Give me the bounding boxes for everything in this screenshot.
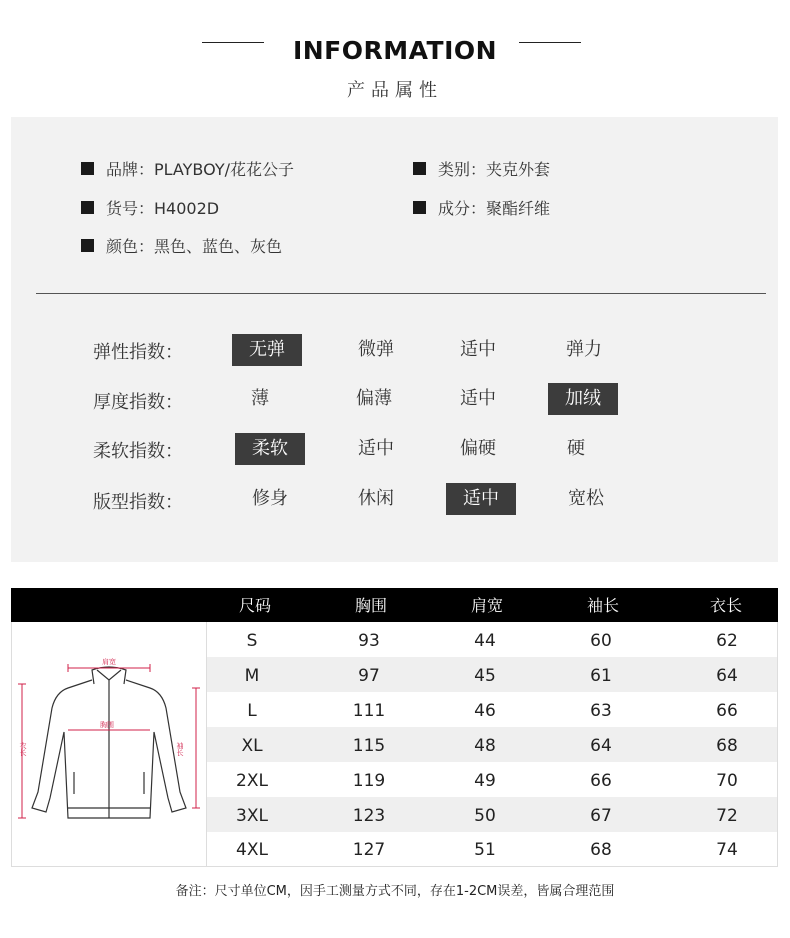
title-right-rule bbox=[519, 42, 581, 43]
table-cell: 115 bbox=[352, 736, 386, 756]
bullet-square-icon bbox=[81, 162, 94, 175]
table-cell: 111 bbox=[352, 701, 386, 721]
bullet-square-icon bbox=[413, 201, 426, 214]
product-info-panel bbox=[11, 117, 778, 562]
header-size: 尺码 bbox=[238, 596, 271, 615]
table-cell: 51 bbox=[474, 840, 496, 860]
attr-category-text: 类别：夹克外套 bbox=[438, 160, 551, 179]
header-chest: 胸围 bbox=[354, 596, 387, 615]
index-option: 弹力 bbox=[566, 339, 602, 360]
index-option-selected: 无弹 bbox=[232, 334, 302, 366]
attr-brand-text: 品牌：PLAYBOY/花花公子 bbox=[106, 160, 294, 179]
table-cell: 64 bbox=[716, 666, 738, 686]
attr-item-no-text: 货号：H4002D bbox=[106, 199, 220, 218]
size-table-body bbox=[11, 622, 778, 867]
page-subtitle: 产品属性 bbox=[347, 80, 443, 101]
table-cell: 66 bbox=[716, 701, 738, 721]
index-option-selected: 适中 bbox=[446, 483, 516, 515]
index-option: 宽松 bbox=[568, 488, 604, 509]
index-option: 休闲 bbox=[358, 488, 394, 509]
table-cell: 64 bbox=[590, 736, 612, 756]
table-cell: 72 bbox=[716, 806, 738, 826]
table-cell: 62 bbox=[716, 631, 738, 651]
attr-brand bbox=[81, 157, 294, 180]
table-cell: 66 bbox=[590, 771, 612, 791]
header-shoulder: 肩宽 bbox=[470, 596, 503, 615]
table-cell: 2XL bbox=[236, 771, 268, 791]
table-cell: 123 bbox=[352, 806, 386, 826]
index-label: 厚度指数： bbox=[93, 392, 183, 413]
index-option-selected: 加绒 bbox=[548, 383, 618, 415]
table-cell: 70 bbox=[716, 771, 738, 791]
diagram-sleeve-label: 袖长 bbox=[176, 742, 184, 756]
table-cell: 61 bbox=[590, 666, 612, 686]
index-label: 版型指数： bbox=[93, 492, 183, 513]
table-row bbox=[207, 762, 777, 797]
bullet-square-icon bbox=[413, 162, 426, 175]
table-cell: L bbox=[247, 701, 257, 721]
table-cell: 46 bbox=[474, 701, 496, 721]
index-option-selected: 柔软 bbox=[235, 433, 305, 465]
table-cell: 3XL bbox=[236, 806, 268, 826]
table-cell: 97 bbox=[358, 666, 380, 686]
index-option: 适中 bbox=[460, 339, 496, 360]
table-cell: 63 bbox=[590, 701, 612, 721]
index-option: 偏硬 bbox=[460, 438, 496, 459]
bullet-square-icon bbox=[81, 201, 94, 214]
page-title: INFORMATION bbox=[292, 36, 498, 65]
index-label: 柔软指数： bbox=[93, 441, 183, 462]
size-table-header bbox=[11, 588, 778, 622]
table-cell: 68 bbox=[716, 736, 738, 756]
table-cell: 68 bbox=[590, 840, 612, 860]
diagram-shoulder-label: 肩宽 bbox=[102, 658, 116, 666]
section-divider bbox=[36, 293, 766, 294]
table-cell: 4XL bbox=[236, 840, 268, 860]
measurement-note: 备注：尺寸单位CM，因手工测量方式不同，存在1-2CM误差，皆属合理范围 bbox=[175, 884, 615, 899]
table-cell: 45 bbox=[474, 666, 496, 686]
index-label: 弹性指数： bbox=[93, 342, 183, 363]
table-cell: 119 bbox=[352, 771, 386, 791]
attr-category bbox=[413, 157, 550, 180]
table-cell: XL bbox=[241, 736, 263, 756]
attr-colors-text: 颜色：黑色、蓝色、灰色 bbox=[106, 237, 283, 256]
table-cell: 48 bbox=[474, 736, 496, 756]
attr-material-text: 成分：聚酯纤维 bbox=[438, 199, 551, 218]
attr-item-no bbox=[81, 196, 219, 219]
table-cell: 44 bbox=[474, 631, 496, 651]
table-cell: 60 bbox=[590, 631, 612, 651]
attr-material bbox=[413, 196, 550, 219]
jacket-measurement-diagram bbox=[12, 622, 207, 866]
index-option: 硬 bbox=[567, 438, 585, 459]
attr-colors bbox=[81, 234, 282, 257]
table-cell: 127 bbox=[352, 840, 386, 860]
table-row bbox=[207, 797, 777, 832]
table-cell: 93 bbox=[358, 631, 380, 651]
table-row bbox=[207, 622, 777, 657]
index-option: 适中 bbox=[358, 438, 394, 459]
table-cell: M bbox=[244, 666, 260, 686]
table-row bbox=[207, 831, 777, 866]
table-cell: 74 bbox=[716, 840, 738, 860]
index-option: 微弹 bbox=[358, 339, 394, 360]
index-option: 修身 bbox=[252, 488, 288, 509]
diagram-chest-label: 胸围 bbox=[100, 721, 114, 729]
index-option: 适中 bbox=[460, 388, 496, 409]
table-row bbox=[207, 657, 777, 692]
index-option: 薄 bbox=[251, 388, 269, 409]
table-cell: S bbox=[246, 631, 258, 651]
diagram-length-label: 衣长 bbox=[19, 742, 27, 756]
table-cell: 49 bbox=[474, 771, 496, 791]
table-row bbox=[207, 727, 777, 762]
header-length: 衣长 bbox=[709, 596, 742, 615]
index-option: 偏薄 bbox=[356, 388, 392, 409]
table-cell: 50 bbox=[474, 806, 496, 826]
table-row bbox=[207, 692, 777, 727]
table-cell: 67 bbox=[590, 806, 612, 826]
jacket-outline-icon bbox=[12, 622, 206, 866]
bullet-square-icon bbox=[81, 239, 94, 252]
header-sleeve: 袖长 bbox=[586, 596, 619, 615]
